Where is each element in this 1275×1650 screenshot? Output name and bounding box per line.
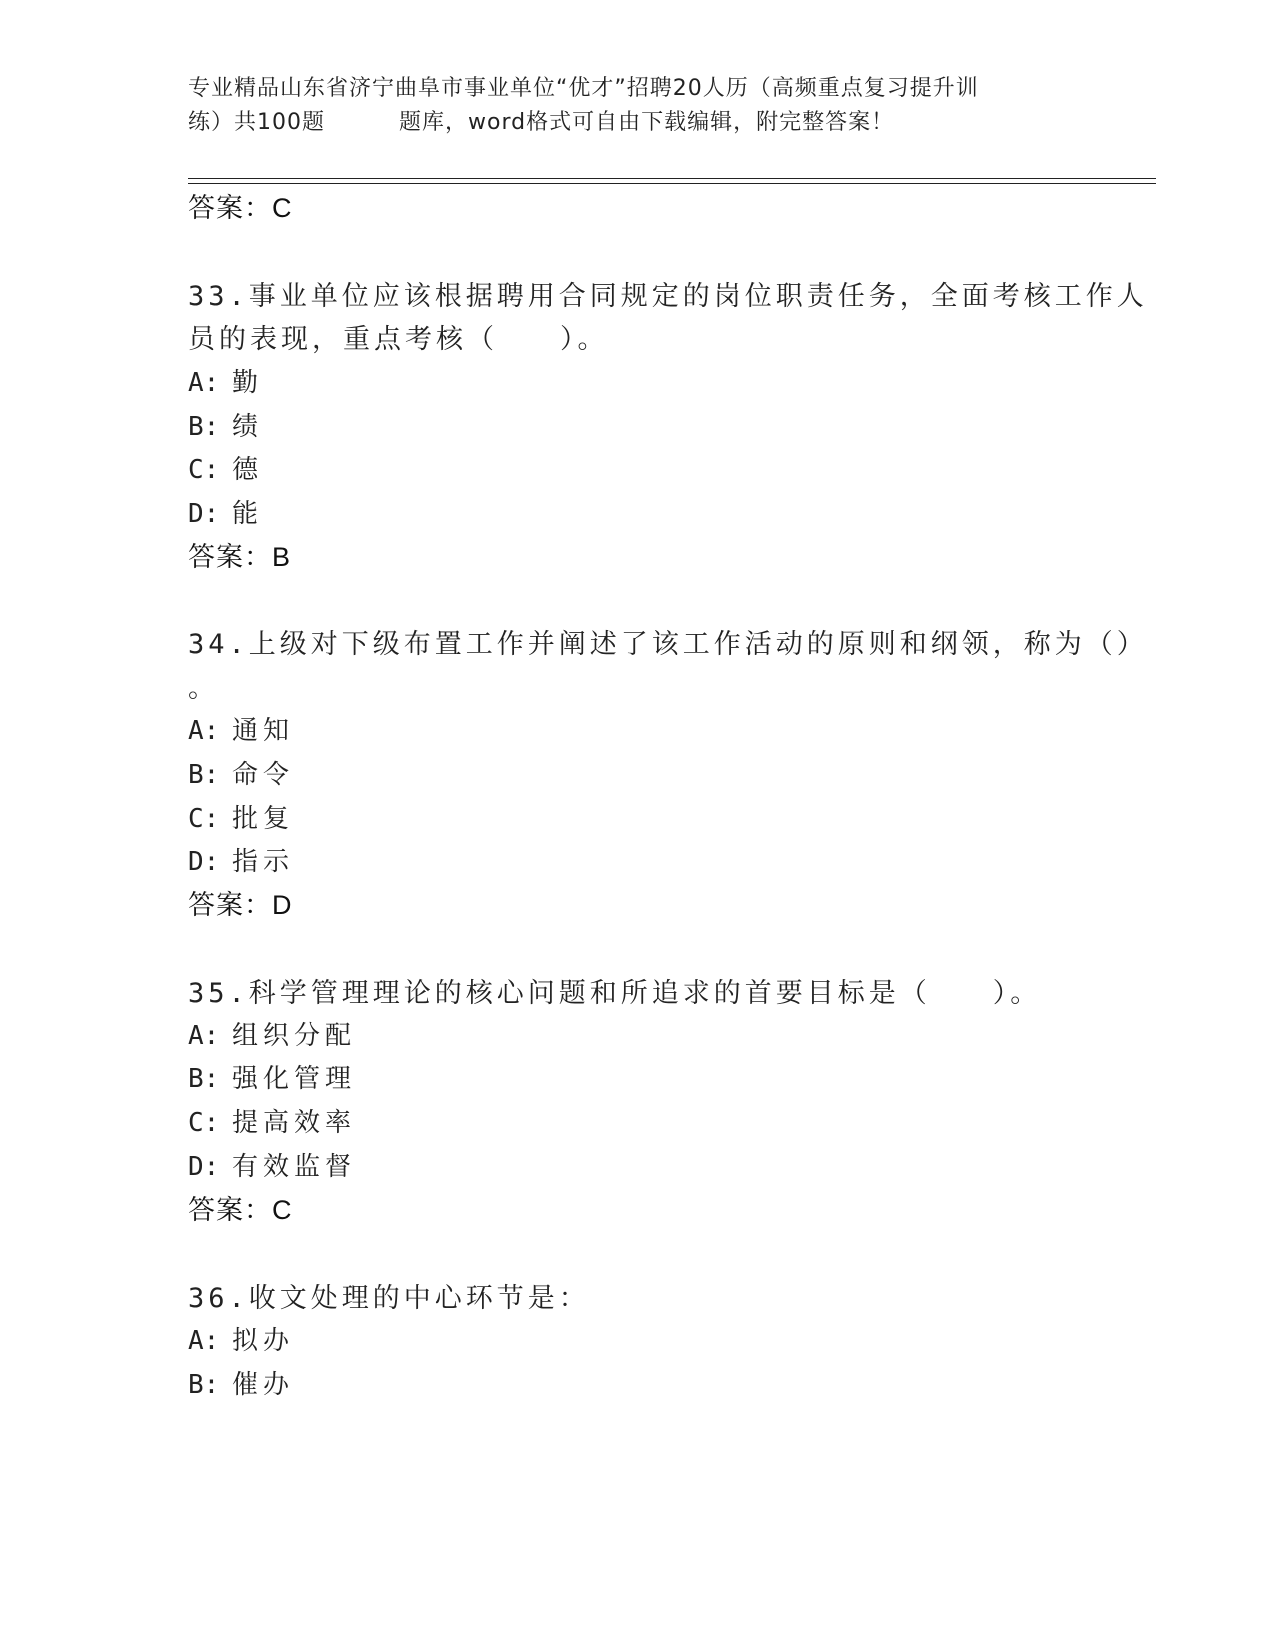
question-36-option-b [188,1364,294,1401]
option-text: 能 [232,499,264,529]
answer-34: 答案：D [188,890,293,920]
question-33-line-2: 员的表现，重点考核（ ）。 [188,324,609,355]
header-divider-bottom [188,183,1156,184]
question-35-option-d [188,1146,356,1183]
option-text: 命令 [232,760,295,790]
option-text: 指示 [232,847,295,877]
question-34-option-b [188,754,294,791]
option-key: A: [188,1326,220,1356]
option-text: 有效监督 [232,1152,357,1182]
option-key: D: [188,499,220,529]
question-33-option-d [188,493,263,530]
header-title-line-2-part-2: 题库，word格式可自由下载编辑，附完整答案！ [399,110,895,135]
option-text: 通知 [232,716,295,746]
option-text: 绩 [232,412,264,442]
option-key: C: [188,804,220,834]
question-33-option-a [188,362,263,399]
answer-32: 答案：C [188,193,293,223]
option-key: A: [188,368,220,398]
question-33-option-b [188,406,263,443]
header-title-line-1: 专业精品山东省济宁曲阜市事业单位“优才”招聘20人历（高频重点复习提升训 [188,76,979,101]
question-34-option-c [188,798,294,835]
option-key: A: [188,716,220,746]
option-text: 催办 [232,1370,295,1400]
answer-33: 答案：B [188,542,292,572]
option-key: B: [188,1370,220,1400]
question-34-option-d [188,841,294,878]
option-key: B: [188,412,220,442]
question-35-option-b [188,1058,356,1095]
question-33-line-1: 33.事业单位应该根据聘用合同规定的岗位职责任务，全面考核工作人 [188,281,1148,312]
header-divider-top [188,178,1156,179]
question-35-option-c [188,1102,356,1139]
option-key: D: [188,847,220,877]
option-text: 勤 [232,368,264,398]
option-text: 提高效率 [232,1108,357,1138]
option-text: 强化管理 [232,1064,357,1094]
option-key: B: [188,760,220,790]
question-34-line-2: 。 [188,673,219,704]
option-key: A: [188,1021,220,1051]
option-text: 拟办 [232,1326,295,1356]
option-text: 组织分配 [232,1021,357,1051]
question-34-line-1: 34.上级对下级布置工作并阐述了该工作活动的原则和纲领，称为（） [188,629,1148,660]
question-36-option-a [188,1320,294,1357]
page-header [188,72,1068,140]
question-34-option-a [188,710,294,747]
header-title-line-2 [188,106,1068,140]
option-key: B: [188,1064,220,1094]
question-35-line-1: 35.科学管理理论的核心问题和所追求的首要目标是（ ）。 [188,978,1042,1009]
option-key: D: [188,1152,220,1182]
question-36-line-1: 36.收文处理的中心环节是： [188,1283,590,1314]
option-key: C: [188,455,220,485]
question-35-option-a [188,1015,356,1052]
option-key: C: [188,1108,220,1138]
option-text: 批复 [232,804,295,834]
option-text: 德 [232,455,264,485]
answer-35: 答案：C [188,1195,293,1225]
header-title-line-2-part-1: 练）共100题 [188,110,325,135]
question-33-option-c [188,449,263,486]
